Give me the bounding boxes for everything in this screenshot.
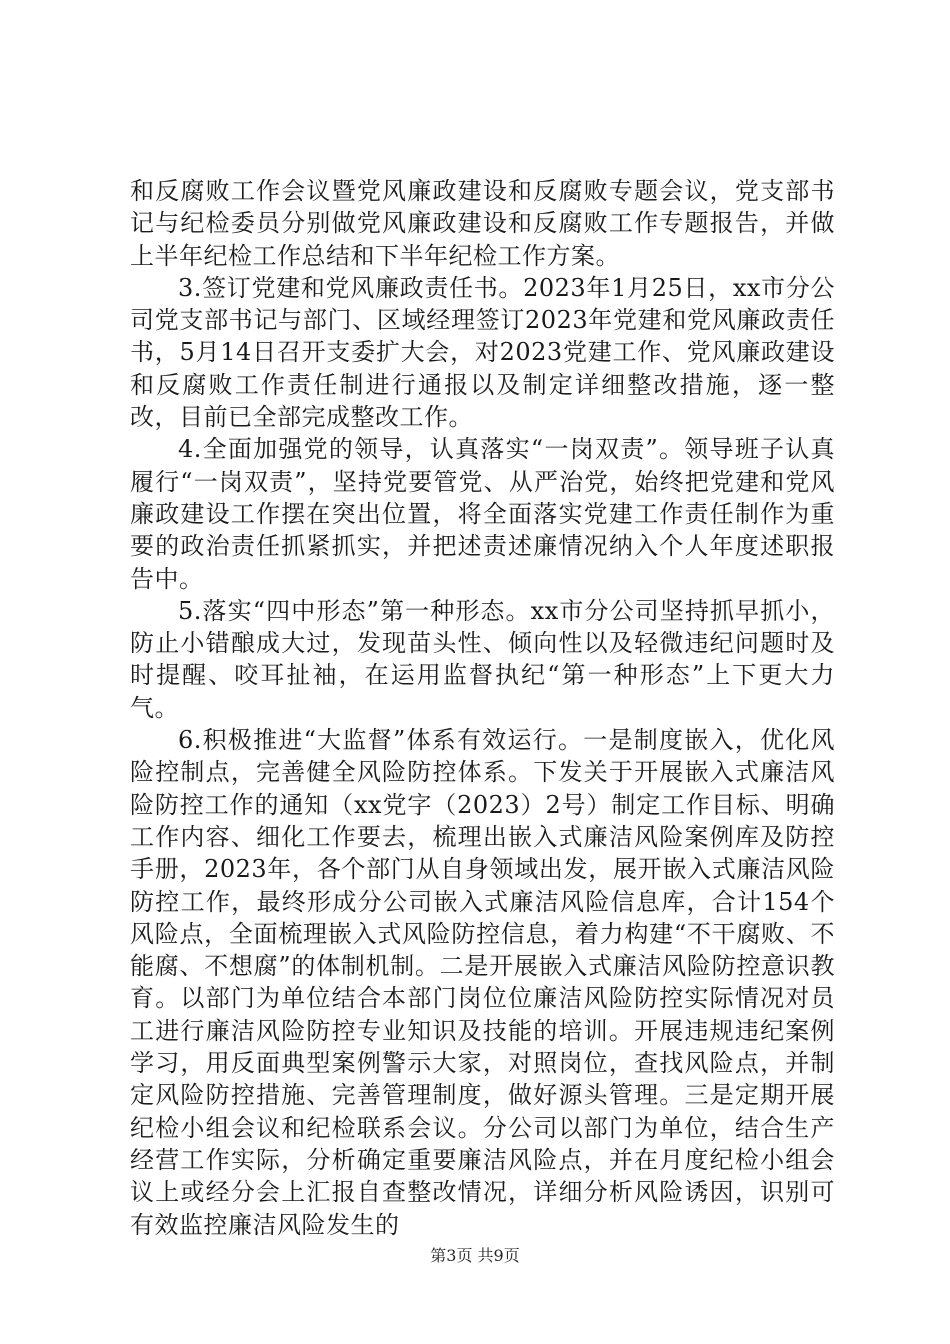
paragraph-item-5: 5.落实“四中形态”第一种形态。xx市分公司坚持抓早抓小，防止小错酿成大过，发现苗头性、倾向性以及轻微违纪问题时及时提醒、咬耳扯袖，在运用监督执纪“第一种形态”上下更大力气。 [130,596,835,722]
paragraph-item-6: 6.积极推进“大监督”体系有效运行。一是制度嵌入，优化风险控制点，完善健全风险防控体系。下发关于开展嵌入式廉洁风险防控工作的通知（xx党字（2023）2号）制定工作目标、明确工作内容、细化工作要去，梳理出嵌入式廉洁风险案例库及防控手册，2023年，各个部门从自身领域出发，展开嵌入式廉洁风险防控工作，最终形成分公司嵌入式廉洁风险信息库，合计154个风险点，全面梳理嵌入式风险防控信息，着力构建“不干腐败、不能腐、不想腐”的体制机制。二是开展嵌入式廉洁风险防控意识教育。以部门为单位结合本部门岗位位廉洁风险防控实际情况对员工进行廉洁风险防控专业知识及技能的培训。开展违规违纪案例学习，用反面典型案例警示大家，对照岗位，查找风险点，并制定风险防控措施、完善管理制度，做好源头管理。三是定期开展纪检小组会议和纪检联系会议。分公司以部门为单位，结合生产经营工作实际，分析确定重要廉洁风险点，并在月度纪检小组会议上或经分会上汇报自查整改情况，详细分析风险诱因，识别可有效监控廉洁风险发生的 [130,726,835,1239]
paragraph-item-3: 3.签订党建和党风廉政责任书。2023年1月25日，xx市分公司党支部书记与部门、区域经理签订2023年党建和党风廉政责任书，5月14日召开支委扩大会，对2023党建工作、党风廉政建设和反腐败工作责任制进行通报以及制定详细整改措施，逐一整改，目前已全部完成整改工作。 [130,273,835,432]
page-number-footer: 第3页 共9页 [430,1246,520,1265]
paragraph-continuation: 和反腐败工作会议暨党风廉政建设和反腐败专题会议，党支部书记与纪检委员分别做党风廉政建设和反腐败工作专题报告，并做上半年纪检工作总结和下半年纪检工作方案。 [130,177,835,270]
document-body [130,175,835,1241]
paragraph-item-4: 4.全面加强党的领导，认真落实“一岗双责”。领导班子认真履行“一岗双责”，坚持党要管党、从严治党，始终把党建和党风廉政建设工作摆在突出位置，将全面落实党建工作责任制作为重要的政治责任抓紧抓实，并把述责述廉情况纳入个人年度述职报告中。 [130,435,835,593]
